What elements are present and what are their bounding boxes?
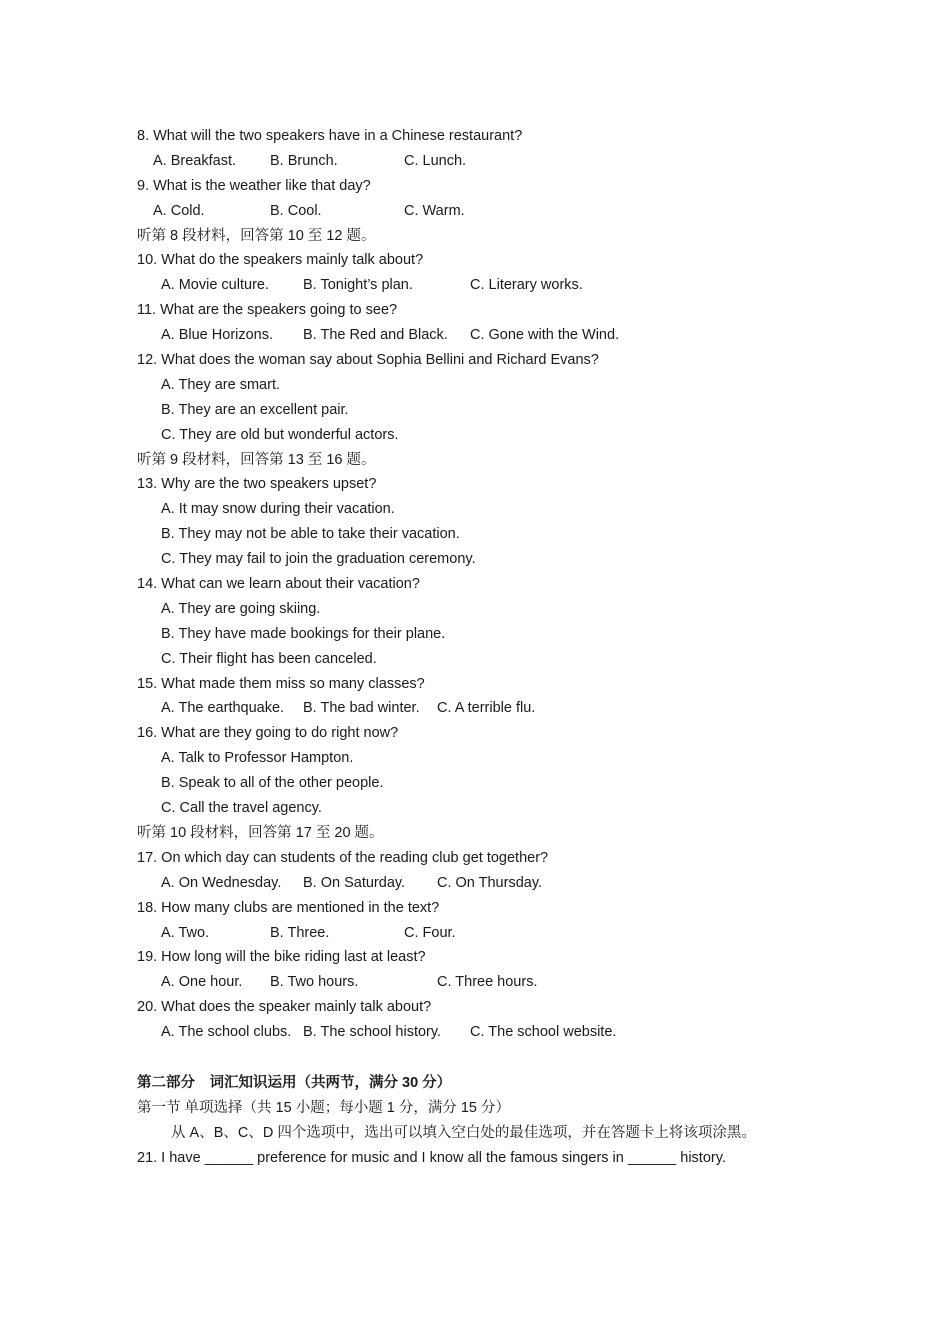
question-text: 13. Why are the two speakers upset? [137, 476, 377, 493]
question-text: 9. What is the weather like that day? [137, 177, 371, 194]
answer-option: B. The Red and Black. [303, 327, 448, 344]
answer-option: A. The earthquake. [161, 700, 285, 717]
section-gap [137, 1045, 827, 1071]
answer-option: B. They are an excellent pair. [161, 401, 349, 418]
answer-option: B. They have made bookings for their plane. [161, 625, 446, 642]
answer-option: B. Brunch. [270, 152, 338, 169]
answer-option: B. Two hours. [270, 974, 359, 991]
answer-options-row [137, 921, 827, 946]
answer-option: B. Tonight’s plan. [303, 277, 413, 294]
answer-option: C. A terrible flu. [437, 700, 536, 717]
answer-option: A. Cold. [153, 202, 205, 219]
answer-option: A. Two. [161, 924, 210, 941]
answer-option: C. Gone with the Wind. [470, 327, 620, 344]
answer-option: A. Movie culture. [161, 277, 269, 294]
answer-option: C. They are old but wonderful actors. [161, 426, 399, 443]
question-text: 14. What can we learn about their vacation? [137, 576, 420, 593]
answer-options-row [137, 1020, 827, 1045]
section1-title: 第一节 单项选择（共 15 小题；每小题 1 分，满分 15 分） [137, 1099, 511, 1116]
question-text: 18. How many clubs are mentioned in the text? [137, 899, 440, 916]
question-21: 21. I have ______ preference for music and I know all the famous singers in ______ history. [137, 1149, 726, 1166]
answer-option: C. Call the travel agency. [161, 800, 322, 817]
answer-option: C. Warm. [404, 202, 465, 219]
question-text: 16. What are they going to do right now? [137, 725, 399, 742]
answer-option: A. Talk to Professor Hampton. [161, 750, 354, 767]
answer-option: A. They are smart. [161, 376, 280, 393]
question-text: 20. What does the speaker mainly talk about? [137, 999, 432, 1016]
answer-option: B. The school history. [303, 1024, 442, 1041]
question-text: 17. On which day can students of the reading club get together? [137, 849, 549, 866]
answer-option: A. Blue Horizons. [161, 327, 274, 344]
answer-options-row [137, 970, 827, 995]
answer-option: C. The school website. [470, 1024, 617, 1041]
answer-option: C. Lunch. [404, 152, 467, 169]
answer-options-row [137, 871, 827, 896]
section-instruction: 听第 9 段材料，回答第 13 至 16 题。 [137, 451, 376, 468]
answer-option: A. They are going skiing. [161, 600, 321, 617]
question-text: 8. What will the two speakers have in a Chinese restaurant? [137, 128, 523, 144]
answer-option: C. Their flight has been canceled. [161, 650, 377, 667]
answer-option: B. Cool. [270, 202, 322, 219]
answer-options-row [137, 323, 827, 348]
answer-option: B. The bad winter. [303, 700, 420, 717]
answer-option: A. One hour. [161, 974, 243, 991]
section-instruction: 听第 8 段材料，回答第 10 至 12 题。 [137, 227, 376, 244]
answer-options-row [137, 696, 827, 721]
instruction-paragraph: 从 A、B、C、D 四个选项中，选出可以填入空白处的最佳选项，并在答题卡上将该项涂黑。 [171, 1124, 756, 1141]
answer-option: C. Four. [404, 924, 456, 941]
answer-option: A. Breakfast. [153, 152, 237, 169]
answer-option: A. It may snow during their vacation. [161, 501, 395, 518]
question-text: 15. What made them miss so many classes? [137, 675, 425, 692]
answer-option: C. Three hours. [437, 974, 538, 991]
answer-option: C. They may fail to join the graduation ceremony. [161, 551, 476, 568]
question-text: 12. What does the woman say about Sophia Bellini and Richard Evans? [137, 352, 599, 369]
section-instruction: 听第 10 段材料，回答第 17 至 20 题。 [137, 824, 384, 841]
answer-option: B. Three. [270, 924, 330, 941]
question-text: 10. What do the speakers mainly talk about? [137, 252, 424, 269]
answer-option: B. They may not be able to take their vacation. [161, 526, 460, 543]
answer-options-row [137, 149, 827, 174]
answer-option: B. Speak to all of the other people. [161, 775, 384, 792]
answer-option: A. On Wednesday. [161, 874, 282, 891]
answer-option: C. On Thursday. [437, 874, 543, 891]
question-text: 11. What are the speakers going to see? [137, 302, 398, 319]
question-text: 19. How long will the bike riding last at least? [137, 949, 426, 966]
exam-content [137, 124, 827, 1171]
listening-questions [137, 124, 827, 1045]
answer-option: C. Literary works. [470, 277, 583, 294]
answer-options-row [137, 199, 827, 224]
answer-options-row [137, 273, 827, 298]
answer-option: B. On Saturday. [303, 874, 406, 891]
answer-option: A. The school clubs. [161, 1024, 292, 1041]
part2-heading: 第二部分 词汇知识运用（共两节，满分 30 分） [137, 1074, 452, 1091]
